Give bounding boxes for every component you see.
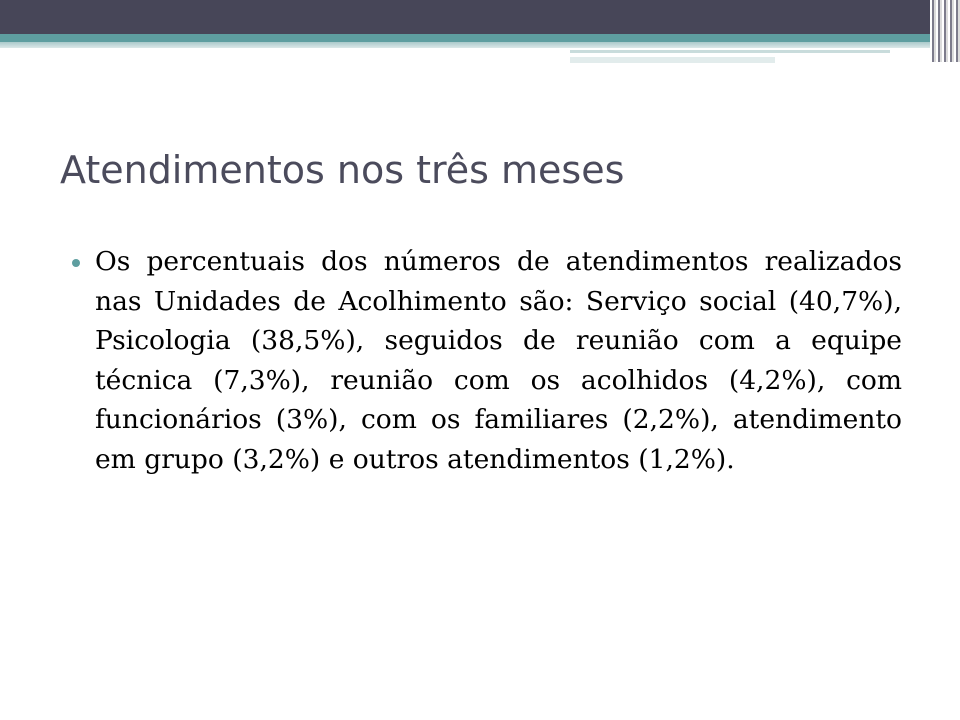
header-band-teal [0, 34, 930, 42]
header-accent-line [570, 50, 890, 53]
slide-title: Atendimentos nos três meses [60, 148, 625, 192]
header-band-teal-light [0, 42, 930, 48]
bullet-item [70, 242, 902, 479]
bullet-text: Os percentuais dos números de atendimentos realizados nas Unidades de Acolhimento são: Serviço social (40,7%), Psicologia (38,5%), seguidos de reunião com a equipe técnica (7,3%), reunião com os acolhidos (4,2%), com funcionários (3%), com os familiares (2,2%), atendimento em grupo (3,2%) e outros atendimentos (1,2%). [95, 246, 902, 475]
bullet-list [70, 242, 902, 479]
header-accent-line-secondary [570, 57, 775, 63]
bullet-dot-icon [72, 259, 80, 267]
header-vertical-stripes [930, 0, 960, 62]
header-band-dark [0, 0, 960, 34]
